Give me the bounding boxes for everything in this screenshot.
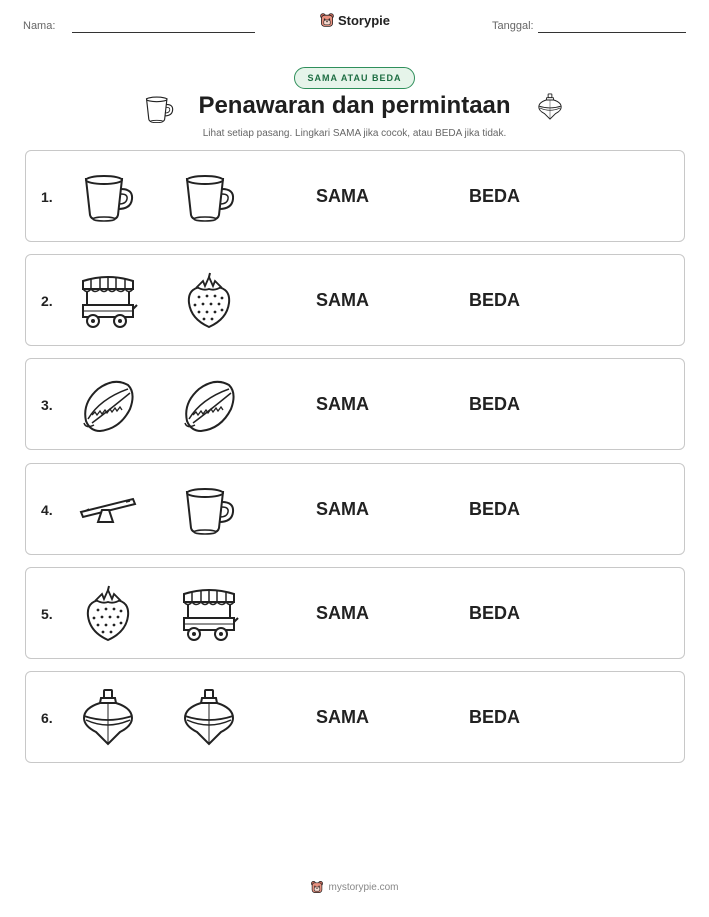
question-row [25,463,685,555]
question-row [25,254,685,346]
same-option[interactable]: SAMA [316,707,369,727]
date-line[interactable] [538,32,686,33]
question-row [25,358,685,450]
footer [0,880,709,899]
question-number: 5. [41,606,53,622]
question-number: 1. [41,189,53,205]
brand-name: Storypie [337,12,390,28]
question-row [25,567,685,659]
market-cart-icon [78,271,138,331]
seesaw-icon [78,480,138,540]
footer-site: mystorypie.com [328,881,399,893]
cup-icon [179,167,239,227]
bear-icon [310,880,324,894]
same-option[interactable]: SAMA [316,186,369,206]
spinning-top-icon [179,688,239,748]
market-cart-icon [179,584,239,644]
different-option[interactable]: BEDA [469,603,521,623]
spinning-top-icon [536,90,564,124]
date-label: Tanggal: [492,20,534,32]
same-option[interactable]: SAMA [316,499,369,519]
instructions: Lihat setiap pasang. Lingkari SAMA jika cocok, atau BEDA jika tidak. [202,128,507,139]
different-option[interactable]: BEDA [469,499,521,519]
different-option[interactable]: BEDA [469,290,521,310]
strawberry-icon [78,584,138,644]
same-option[interactable]: SAMA [316,290,369,310]
cup-icon [78,167,138,227]
activity-badge: SAMA ATAU BEDA [294,67,415,89]
question-number: 2. [41,293,53,309]
cup-icon [179,480,239,540]
brand-logo [0,12,709,33]
same-option[interactable]: SAMA [316,603,369,623]
strawberry-icon [179,271,239,331]
question-number: 4. [41,502,53,518]
question-number: 3. [41,397,53,413]
question-row [25,671,685,763]
same-option[interactable]: SAMA [316,394,369,414]
page-title: Penawaran dan permintaan [198,92,511,119]
cocoa-pod-icon [179,375,239,435]
spinning-top-icon [78,688,138,748]
different-option[interactable]: BEDA [469,707,521,727]
cocoa-pod-icon [78,375,138,435]
question-number: 6. [41,710,53,726]
name-label: Nama: [23,20,56,32]
different-option[interactable]: BEDA [469,186,521,206]
question-row [25,150,685,242]
different-option[interactable]: BEDA [469,394,521,414]
bear-icon [319,12,335,28]
